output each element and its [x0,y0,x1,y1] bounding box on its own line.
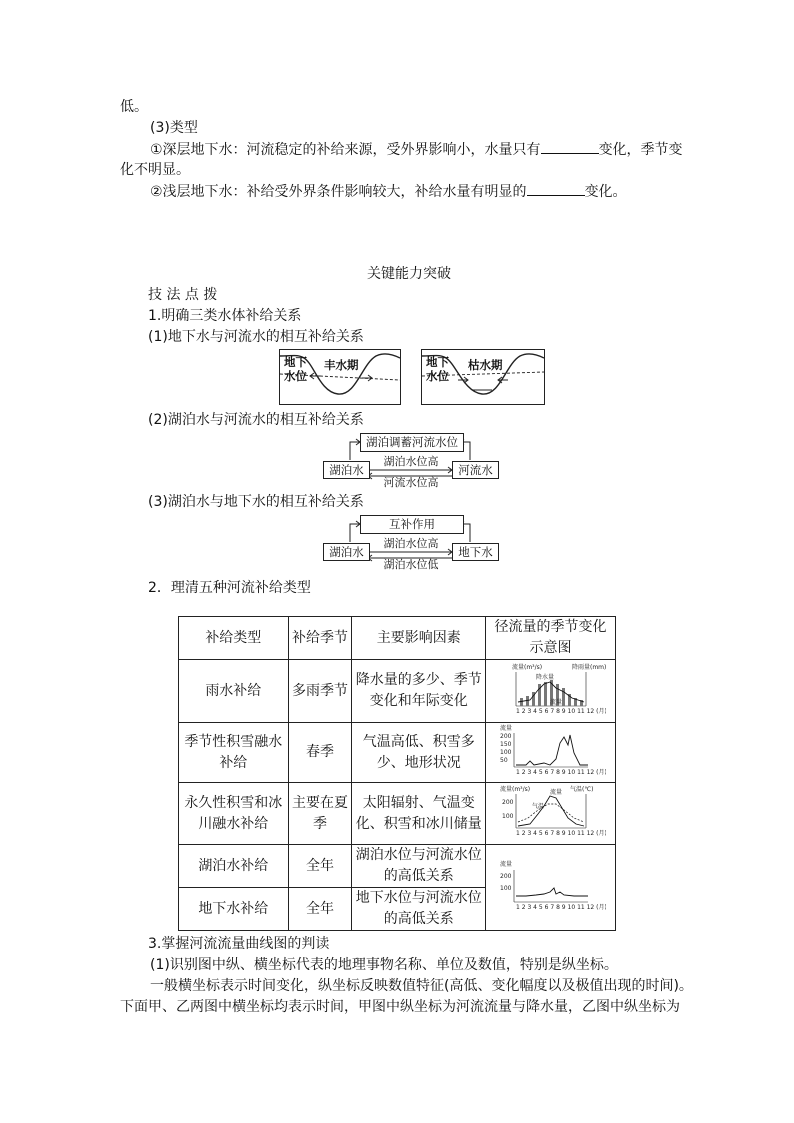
cell-type: 地下水补给 [179,888,289,931]
table-row [179,723,616,783]
fill-blank-1[interactable] [541,139,599,154]
svg-text:100: 100 [499,749,511,756]
table-row [179,660,616,723]
snow-chart-cell [486,723,616,783]
svg-text:流量(m³/s): 流量(m³/s) [511,663,542,671]
lake-chart-cell [486,845,616,931]
header-chart: 径流量的季节变化示意图 [486,617,616,660]
section-title: 关键能力突破 [367,266,451,282]
intro-line-1: 低。 [120,99,148,115]
rain-runoff-chart [496,662,606,714]
river-water-box: 河流水 [452,461,499,479]
paragraph-3-1: (1)识别图中纵、横坐标代表的地理事物名称、单位及数值，特别是纵坐标。 [150,957,618,973]
heading-1-1: (1)地下水与河流水的相互补给关系 [148,329,364,345]
lake-water-box-2: 湖泊水 [323,543,370,561]
cell-type: 雨水补给 [179,660,289,723]
groundwater-dry-diagram [421,349,545,405]
groundwater-box: 地下水 [452,543,499,561]
lake-level-low-label: 湖泊水位低 [383,558,439,571]
cell-type: 湖泊水补给 [179,845,289,888]
svg-text:1 2 3 4 5 6 7 8 9 10 11 12 (月): 1 2 3 4 5 6 7 8 9 10 11 12 (月) [515,769,606,775]
gw-label-1: 地下 [284,355,307,369]
lake-regulates-box: 湖泊调蓄河流水位 [360,433,464,452]
header-factors: 主要影响因素 [352,617,486,660]
svg-text:1 2 3 4 5 6 7 8 9 10 11 12 (月): 1 2 3 4 5 6 7 8 9 10 11 12 (月) [515,707,606,714]
cell-factors: 太阳辐射、气温变化、积雪和冰川储量 [352,783,486,845]
table-row [179,845,616,888]
section-subtitle: 技 法 点 拨 [148,287,218,303]
header-type: 补给类型 [179,617,289,660]
groundwater-wet-diagram [279,349,401,405]
svg-text:流量: 流量 [549,698,562,706]
cell-factors: 降水量的多少、季节变化和年际变化 [352,660,486,723]
cell-factors: 地下水位与河流水位的高低关系 [352,888,486,931]
mutual-effect-box: 互补作用 [360,515,464,534]
gw-label-2: 水位 [284,369,307,383]
glacier-chart-cell [486,783,616,845]
paragraph-3-2: 一般横坐标表示时间变化，纵坐标反映数值特征(高低、变化幅度以及极值出现的时间)。 [150,978,693,994]
intro-line-3: ①深层地下水：河流稳定的补给来源，受外界影响小，水量只有 变化，季节变 [150,139,683,160]
dry-season-label: 枯水期 [468,358,503,372]
svg-text:200: 200 [499,733,511,740]
lake-water-box: 湖泊水 [323,461,370,479]
header-season: 补给季节 [288,617,352,660]
paragraph-3-3: 下面甲、乙两图中横坐标均表示时间，甲图中纵坐标为河流流量与降水量，乙图中纵坐标为 [120,999,680,1015]
cell-type: 永久性积雪和冰川融水补给 [179,783,289,845]
table-row [179,783,616,845]
lake-groundwater-runoff-chart [496,858,606,910]
intro-line-5: ②浅层地下水：补给受外界条件影响较大，补给水量有明显的 变化。 [150,181,627,202]
svg-text:1 2 3 4 5 6 7 8 9 10 11 12 (月): 1 2 3 4 5 6 7 8 9 10 11 12 (月) [515,830,606,836]
svg-text:1 2 3 4 5 6 7 8 9 10 11 12 (月): 1 2 3 4 5 6 7 8 9 10 11 12 (月) [515,904,606,910]
glacier-runoff-chart [496,784,606,836]
river-higher-label: 河流水位高 [383,476,439,489]
svg-text:200: 200 [501,799,513,806]
svg-text:100: 100 [501,813,513,820]
svg-text:100: 100 [499,885,511,892]
rain-chart-cell [486,660,616,723]
cell-season: 全年 [288,888,352,931]
cell-season: 主要在夏季 [288,783,352,845]
intro-line-2: (3)类型 [150,120,198,136]
wet-season-label: 丰水期 [324,358,359,372]
cell-type: 季节性积雪融水补给 [179,723,289,783]
heading-1-2: (2)湖泊水与河流水的相互补给关系 [148,412,364,428]
snowmelt-runoff-chart [496,723,606,775]
svg-text:50: 50 [499,757,508,764]
svg-text:流量: 流量 [549,789,562,796]
svg-text:降水量: 降水量 [535,673,554,681]
cell-factors: 气温高低、积雪多少、地形状况 [352,723,486,783]
cell-factors: 湖泊水位与河流水位的高低关系 [352,845,486,888]
lake-level-high-label: 湖泊水位高 [383,537,439,550]
heading-3: 3.掌握河流流量曲线图的判读 [148,936,330,952]
cell-season: 多雨季节 [288,660,352,723]
svg-text:气温: 气温 [531,803,544,810]
heading-1: 1.明确三类水体补给关系 [148,308,302,324]
svg-text:流量: 流量 [499,725,512,732]
intro-line-4: 化不明显。 [120,162,190,178]
cell-season: 全年 [288,845,352,888]
svg-text:150: 150 [499,741,511,748]
svg-text:200: 200 [499,873,511,880]
heading-1-3: (3)湖泊水与地下水的相互补给关系 [148,494,364,510]
fill-blank-2[interactable] [527,181,585,196]
svg-text:流量: 流量 [499,861,512,868]
lake-higher-label: 湖泊水位高 [383,455,439,468]
gw-label-4: 水位 [426,369,449,383]
svg-text:降雨量(mm): 降雨量(mm) [571,663,606,671]
river-supply-table [178,616,616,931]
cell-season: 春季 [288,723,352,783]
svg-text:气温(℃): 气温(℃) [569,786,593,793]
gw-label-3: 地下 [426,355,449,369]
svg-text:流量(m³/s): 流量(m³/s) [499,786,530,793]
heading-2: 2．理清五种河流补给类型 [148,580,311,596]
